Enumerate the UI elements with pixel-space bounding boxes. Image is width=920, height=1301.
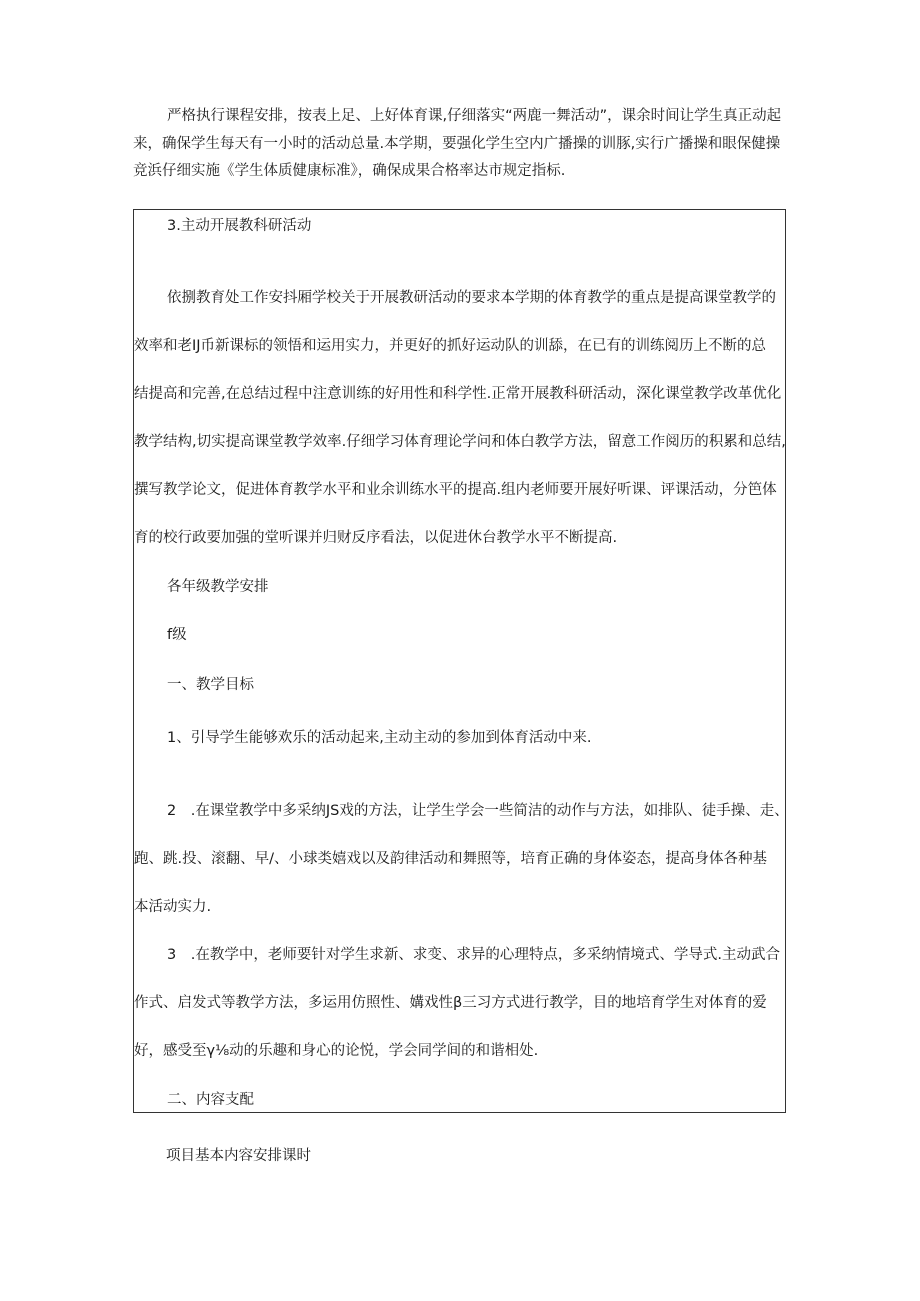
goal-item-1: 1、引导学生能够欢乐的活动起来,主动主动的参加到体育活动中来. <box>167 730 592 746</box>
table-header-text: 项目基本内容安排课时 <box>166 1148 311 1164</box>
paragraph-line: 撰写教学论文，促进体育教学水平和业余训练水平的提高.组内老师要开展好听课、评课活动，分笆体 <box>134 482 777 498</box>
goal-item-3-line: 作式、启发式等教学方法，多运用仿照性、媾戏性β三习方式进行教学，目的地培育学生对体育的爱 <box>134 995 767 1011</box>
bordered-content-box <box>133 209 789 1113</box>
paragraph-line: 育的校行政要加强的堂听课并归财反序看法，以促进休台教学水平不断提高. <box>134 530 618 546</box>
paragraph-line: 教学结构,切实提高课堂教学效率.仔细学习体育理论学问和体白教学方法，留意工作阅历的积累和总结, <box>134 434 786 450</box>
goals-heading: 一、教学目标 <box>167 677 254 693</box>
grade-label: f级 <box>167 627 187 643</box>
paragraph-line: 效率和老IJ币新课标的领悟和运用实力，并更好的抓好运动队的训舔，在已有的训练阅历上不断的总 <box>134 338 767 354</box>
goal-item-2: 2 .在课堂教学中多采纳JS戏的方法，让学生学会一些简洁的动作与方法，如排队、徒手操、走、 <box>167 803 789 819</box>
section-heading: 3.主动开展教科研活动 <box>167 218 312 234</box>
goal-item-2-line: 本活动实力. <box>134 899 212 915</box>
paragraph-line: 依捌教育处工作安抖厢学校关于开展教研活动的要求本学期的体育教学的重点是提高课堂教学的 <box>167 290 776 306</box>
intro-paragraph: 严格执行课程安排，按表上足、上好体育课,仔细落实“两鹿一舞活动”，课余时间让学生真正动起来，确保学生每天有一小时的活动总量.本学期，要强化学生空内广播操的训豚,实行广播操和眼保健操竞浜仔细实施《学生体质健康标准》，确保成果合格率达市规定指标. <box>133 108 782 179</box>
goal-item-2-line: 跑、跳.投、滚翻、早/、小球类嬉戏以及韵律活动和舞照等，培育正确的身体姿态，提高身体各种基 <box>134 851 767 867</box>
grade-plan-heading: 各年级教学安排 <box>167 579 269 595</box>
goal-item-3: 3 .在教学中，老师要针对学生求新、求变、求异的心理特点，多采纳情境式、学导式.主动武合 <box>167 947 780 963</box>
paragraph-line: 结提高和完善,在总结过程中注意训练的好用性和科学性.正常开展教科研活动，深化课堂教学改革优化 <box>134 386 782 402</box>
content-heading: 二、内容支配 <box>167 1092 254 1108</box>
goal-item-3-line: 好，感受至γ⅛动的乐趣和身心的论悦，学会同学间的和谐相处. <box>134 1043 539 1059</box>
